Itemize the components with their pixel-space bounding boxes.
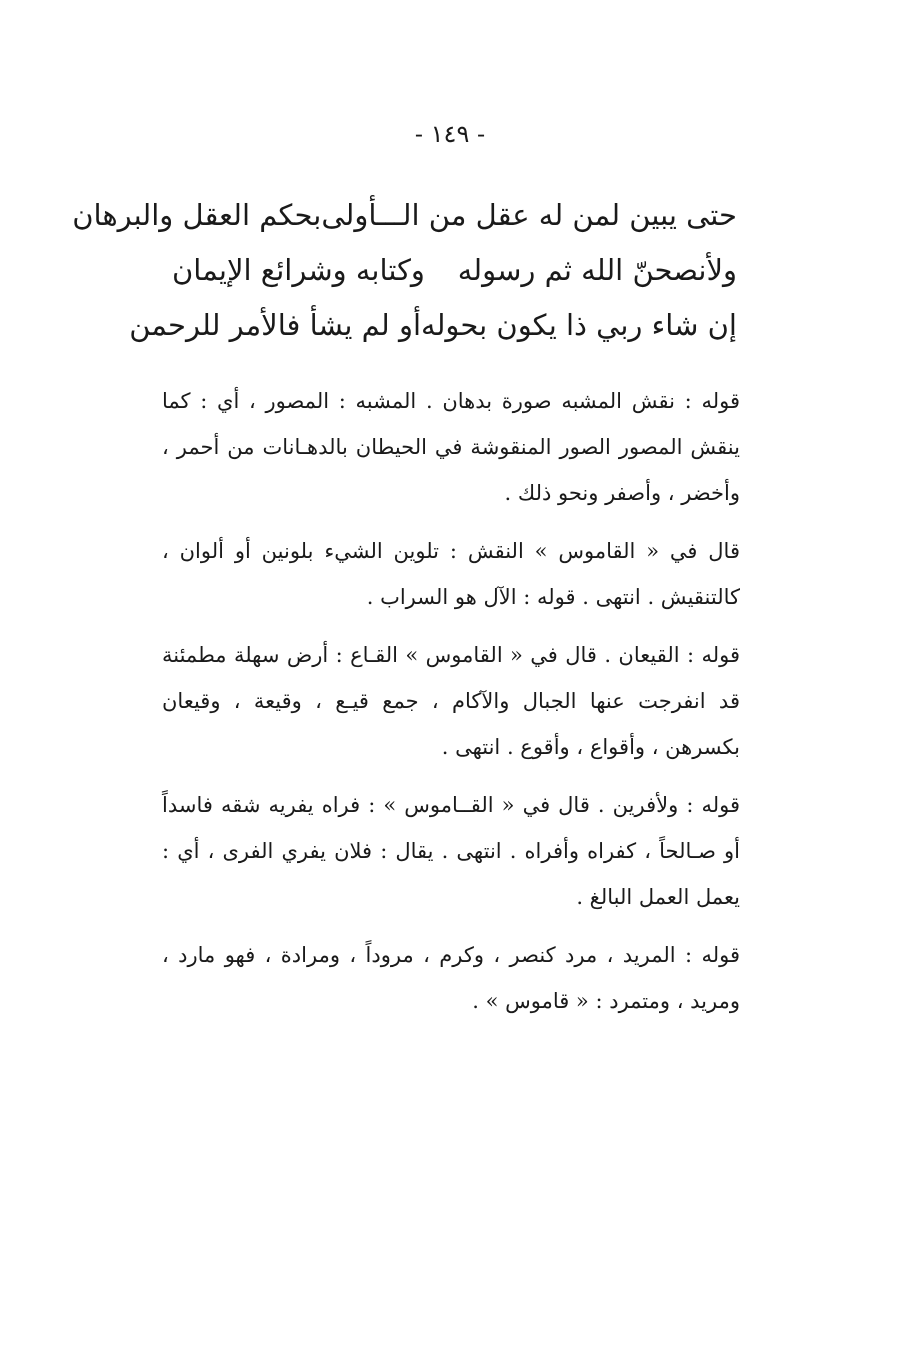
- verse-line-1: [72, 188, 737, 243]
- commentary-section: [162, 378, 740, 1036]
- commentary-paragraph-2: قال في « القاموس » النقش : تلوين الشيء بلونين أو ألوان ، كالتنقيش . انتهى . قوله : الآل هو السراب .: [162, 539, 740, 609]
- commentary-paragraph-3: قوله : القيعان . قال في « القاموس » القـاع : أرض سهلة مطمئنة قد انفرجت عنها الجبال والآكام ، جمع قيـع ، وقيعة ، وقيعان بكسرهن ، وأقواع ، وأقوع . انتهى .: [162, 643, 740, 759]
- page-number: - ١٤٩ -: [414, 120, 486, 148]
- verse-line-2: [172, 243, 737, 298]
- verse-1-second-hemistich: بحكم العقل والبرهان: [72, 198, 322, 232]
- verse-2-second-hemistich: وكتابه وشرائع الإيمان: [172, 253, 425, 287]
- poem-verses: [72, 188, 737, 353]
- verse-1-first-hemistich: حتى يبين لمن له عقل من الـــأولى: [321, 198, 737, 232]
- verse-3-first-hemistich: إن شاء ربي ذا يكون بحوله: [421, 308, 737, 342]
- verse-3-second-hemistich: أو لم يشأ فالأمر للرحمن: [129, 308, 422, 342]
- verse-2-first-hemistich: ولأنصحنّ الله ثم رسوله: [457, 253, 737, 287]
- commentary-paragraph-5: قوله : المريد ، مرد كنصر ، وكرم ، مروداً ، ومرادة ، فهو مارد ، ومريد ، ومتمرد : « قاموس » .: [162, 943, 740, 1013]
- verse-line-3: [129, 298, 737, 353]
- commentary-paragraph-1: قوله : نقش المشبه صورة بدهان . المشبه : المصور ، أي : كما ينقش المصور الصور المنقوشة في الحيطان بالدهـانات من أحمر ، وأخضر ، وأصفر ونحو ذلك .: [162, 389, 740, 505]
- commentary-paragraph-4: قوله : ولأفرين . قال في « القــاموس » : فراه يفريه شقه فاسداً أو صـالحاً ، كفراه وأفراه . انتهى . يقال : فلان يفري الفرى ، أي : يعمل العمل البالغ .: [162, 793, 740, 909]
